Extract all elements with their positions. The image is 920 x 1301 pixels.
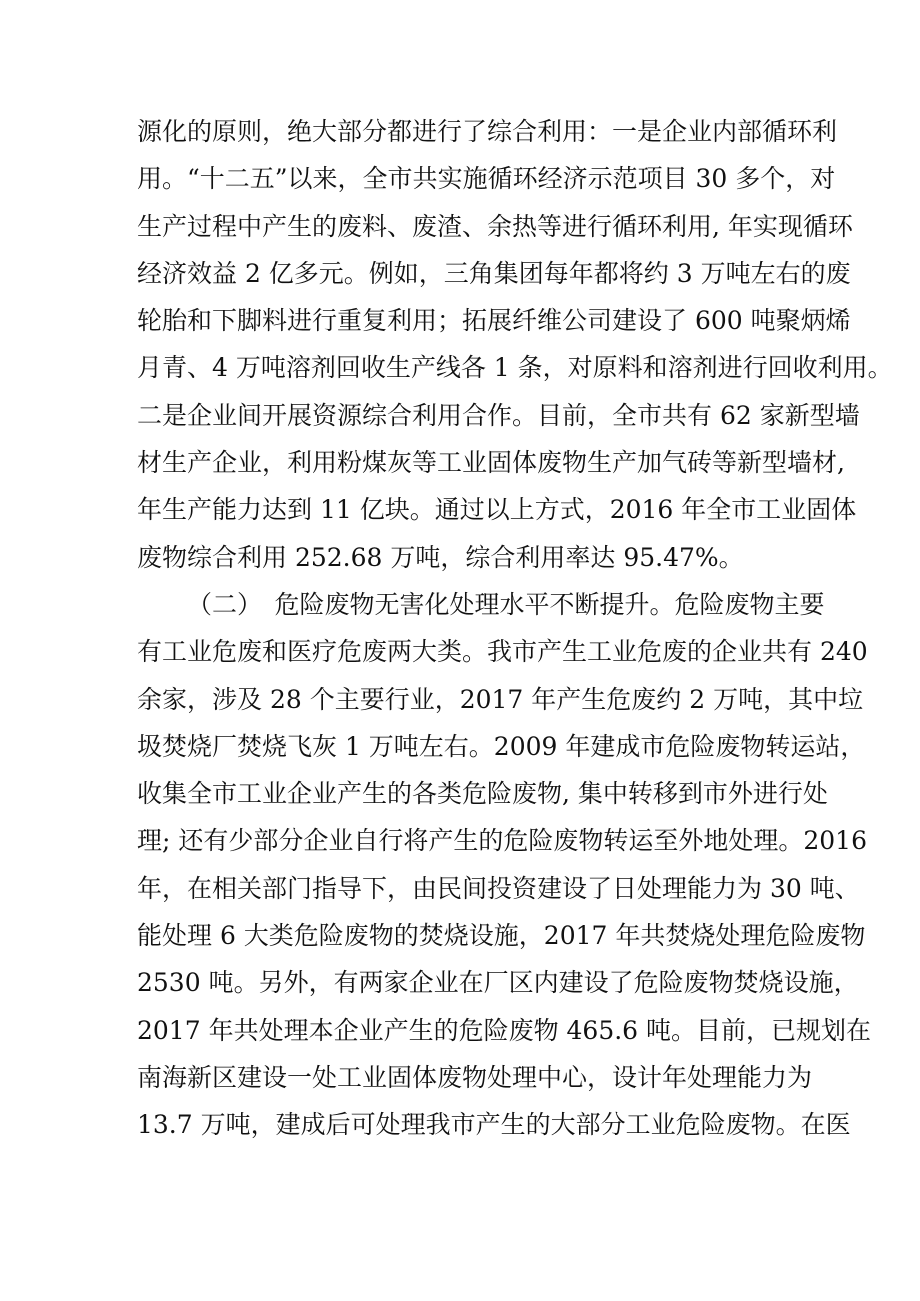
text-line: 源化的原则，绝大部分都进行了综合利用：一是企业内部循环利	[137, 117, 838, 146]
text-line: 有工业危废和医疗危废两大类。我市产生工业危废的企业共有 240	[137, 637, 868, 667]
text-line: 2017 年共处理本企业产生的危险废物 465.6 吨。目前，已规划在	[137, 1015, 872, 1045]
text-line: 经济效益 2 亿多元。例如，三角集团每年都将约 3 万吨左右的废	[137, 258, 851, 288]
text-line: 13.7 万吨，建成后可处理我市产生的大部分工业危险废物。在医	[137, 1110, 851, 1140]
text-line: 用。“十二五”以来，全市共实施循环经济示范项目 30 多个，对	[137, 164, 836, 194]
text-line: 理; 还有少部分企业自行将产生的危险废物转运至外地处理。2016	[137, 826, 867, 856]
text-line: 年生产能力达到 11 亿块。通过以上方式，2016 年全市工业固体	[137, 495, 857, 525]
text-line: 余家，涉及 28 个主要行业，2017 年产生危废约 2 万吨，其中垃	[137, 684, 864, 714]
text-line: 月青、4 万吨溶剂回收生产线各 1 条，对原料和溶剂进行回收利用。	[137, 353, 893, 383]
section-heading-line: （二） 危险废物无害化处理水平不断提升。危险废物主要	[187, 589, 825, 619]
text-line: 圾焚烧厂焚烧飞灰 1 万吨左右。2009 年建成市危险废物转运站，	[137, 731, 866, 761]
text-line: 生产过程中产生的废料、废渣、余热等进行循环利用, 年实现循环	[137, 211, 853, 241]
body-text	[137, 108, 893, 1149]
text-line: 南海新区建设一处工业固体废物处理中心，设计年处理能力为	[137, 1062, 813, 1092]
text-line: 轮胎和下脚料进行重复利用；拓展纤维公司建设了 600 吨聚炳烯	[137, 306, 851, 336]
text-line: 收集全市工业企业产生的各类危险废物, 集中转移到市外进行处	[137, 779, 828, 809]
text-line: 2530 吨。另外，有两家企业在厂区内建设了危险废物焚烧设施，	[137, 968, 859, 998]
text-line: 年，在相关部门指导下，由民间投资建设了日处理能力为 30 吨、	[137, 873, 860, 903]
text-line: 材生产企业，利用粉煤灰等工业固体废物生产加气砖等新型墙材,	[137, 448, 845, 478]
text-line: 能处理 6 大类危险废物的焚烧设施，2017 年共焚烧处理危险废物	[137, 921, 866, 951]
text-line: 二是企业间开展资源综合利用合作。目前，全市共有 62 家新型墙	[137, 400, 860, 430]
text-line: 废物综合利用 252.68 万吨，综合利用率达 95.47%。	[137, 542, 744, 572]
